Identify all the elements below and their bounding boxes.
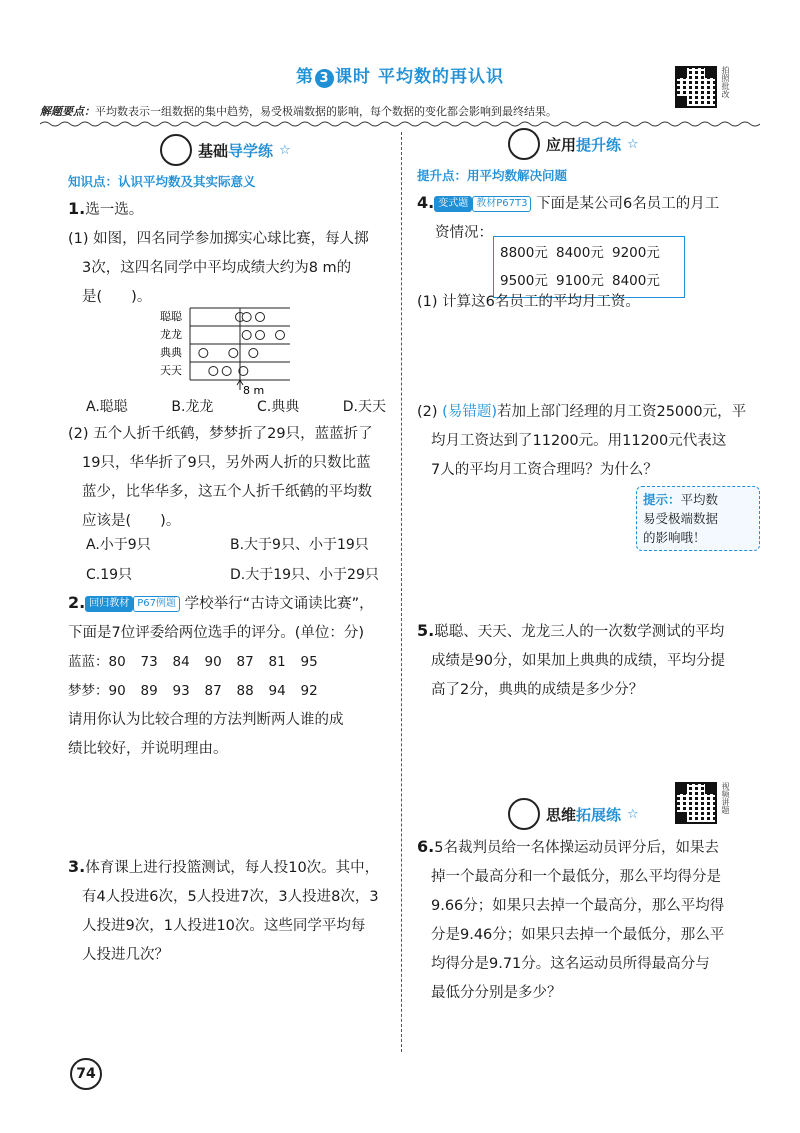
q1-part1-line: 是( )。 [82,289,152,305]
hint-line: 平均数 [680,492,719,507]
throw-point [199,349,208,358]
star-icon: ☆ [627,806,639,822]
q5-line: 成绩是90分，如果加上典典的成绩，平均分提 [431,653,725,669]
tip-line [40,103,760,119]
lesson-number-badge: 3 [315,69,334,88]
q4-part2: (2) (易错题)若加上部门经理的月工资25000元，平 均月工资达到了11200元。用11200元代表这 7人的平均月工资合理吗？为什么？ [417,398,762,485]
category-label: 龙龙 [160,328,182,341]
score-value: 84 [172,654,190,670]
tip-label: 解题要点： [40,105,95,118]
score-value: 87 [236,654,254,670]
q3-line: 体育课上进行投篮测试，每人投10次。其中， [85,860,380,876]
option-c[interactable]: C.19只 [86,567,133,583]
score-value: 73 [140,654,158,670]
score-value: 90 [108,683,126,699]
salary-value: 8800元 [500,245,548,261]
q2-tag-sub: P67例题 [133,596,180,612]
mascot-icon [508,128,540,160]
mascot-icon [508,798,540,830]
score-value: 94 [268,683,286,699]
q3-line: 有4人投进6次，5人投进7次，3人投进8次，3 [82,889,379,905]
mascot-icon [160,134,192,166]
question-5 [417,616,762,705]
q1-part2-line: (2) 五个人折千纸鹤，梦梦折了29只，蓝蓝折了 [68,426,373,442]
score-value: 90 [204,654,222,670]
throw-point [242,331,251,340]
section-basic [160,134,291,166]
score-value: 92 [300,683,318,699]
hint-line: 的影响哦！ [643,530,706,545]
section-title-b: 拓展练 [576,805,622,824]
q3-line: 人投进几次？ [82,947,169,963]
q4-part2-line: 若加上部门经理的月工资25000元，平 [496,404,747,420]
section-thinking [508,798,639,830]
q1-part1-line: 3次，这四名同学中平均成绩大约为8 m的 [82,260,352,276]
throw-point [249,349,258,358]
throw-point [229,349,238,358]
hint-box [636,486,760,551]
qr-label-bottom: 视频讲题 [721,782,730,814]
q2-tag: 回归教材 [85,596,133,612]
page-number: 74 [70,1058,102,1090]
q1-part1-line: (1) 如图，四名同学参加掷实心球比赛，每人掷 [68,231,369,247]
q4-part1: (1) 计算这6名员工的平均月工资。 [417,294,640,310]
q4-part2-line: 7人的平均月工资合理吗？为什么？ [431,462,658,478]
score-value: 80 [108,654,126,670]
score-value: 89 [140,683,158,699]
lanlan-label: 蓝蓝： [68,654,109,670]
q3-number: 3. [68,857,86,876]
option-c[interactable]: C.典典 [256,399,300,415]
score-value: 95 [300,654,318,670]
salary-value: 9500元 [500,273,548,289]
q6-line: 掉一个最高分和一个最低分，那么平均得分是 [431,869,721,885]
throw-point [209,367,218,376]
score-value: 93 [172,683,190,699]
q1-number: 1. [68,199,86,218]
q1-part2-line: 蓝少，比华华多，这五个人折千纸鹤的平均数 [82,484,372,500]
throw-point [242,313,251,322]
salary-value: 8400元 [556,245,604,261]
star-icon: ☆ [627,136,639,152]
qr-code-icon[interactable] [675,66,717,108]
salary-value: 8400元 [612,273,660,289]
q4-part2-line: 均月工资达到了11200元。用11200元代表这 [431,433,727,449]
hint-line: 易受极端数据 [643,511,719,526]
salary-value: 9200元 [612,245,660,261]
question-1 [68,194,388,312]
q1-part2-options [86,530,386,590]
option-d[interactable]: D.大于19只、小于29只 [230,567,379,583]
q1-text: 选一选。 [85,202,144,218]
q5-line: 聪聪、天天、龙龙三人的一次数学测试的平均 [434,624,725,640]
reference-label: 8 m [243,384,265,394]
q5-line: 高了2分，典典的成绩是多少分？ [431,682,644,698]
section-title-a: 思维 [546,805,577,824]
section-title-a: 基础 [198,141,229,160]
q2-ask-line: 绩比较好，并说明理由。 [68,741,228,757]
q6-line: 均得分是9.71分。这名运动员所得最高分与 [431,956,710,972]
knowledge-point: 知识点：认识平均数及其实际意义 [68,174,256,189]
q2-ask-line: 请用你认为比较合理的方法判断两人谁的成 [68,712,344,728]
category-label: 聪聪 [160,310,182,323]
wavy-divider [40,120,760,128]
title-text: 课时 平均数的再认识 [335,67,504,87]
lanlan-scores [68,648,388,677]
hint-label: 提示： [643,492,681,507]
option-d[interactable]: D.天天 [342,399,386,415]
option-a[interactable]: A.小于9只 [86,537,151,553]
title-prefix: 第 [296,67,315,87]
section-title-a: 应用 [546,135,577,154]
qr-label-top: 拍照批改 [721,66,730,98]
salary-value: 9100元 [556,273,604,289]
section-apply [508,128,639,160]
knowledge-point: 提升点：用平均数解决问题 [417,168,568,183]
qr-code-icon[interactable] [675,782,717,824]
q2-number: 2. [68,593,86,612]
q6-number: 6. [417,837,435,856]
mengmeng-scores [68,677,388,706]
q2-line: 学校举行“古诗文诵读比赛”， [184,596,374,612]
throw-point [222,367,231,376]
q4-number: 4. [417,193,435,212]
category-label: 典典 [160,346,182,359]
q4-tag: 变式题 [434,196,472,212]
option-b[interactable]: B.大于9只、小于19只 [230,537,369,553]
category-label: 天天 [160,364,182,377]
q6-line: 9.66分；如果只去掉一个最高分，那么平均得 [431,898,725,914]
section-title-b: 提升练 [576,135,622,154]
q1-part2-line: 19只，华华折了9只，另外两人折的只数比蓝 [82,455,371,471]
q5-number: 5. [417,621,435,640]
column-divider [401,132,402,1052]
error-prone-tag: (易错题) [442,404,497,420]
q2-line: 下面是7位评委给两位选手的评分。(单位：分) [68,625,365,641]
q4-line: 资情况： [435,225,493,241]
section-title-b: 导学练 [228,141,274,160]
q1-part2-line: 应该是( )。 [82,513,181,529]
throw-point [256,313,265,322]
q4-tag-sub: 教材P67T3 [472,196,531,212]
score-value: 88 [236,683,254,699]
question-6 [417,832,762,1008]
score-value: 87 [204,683,222,699]
star-icon: ☆ [279,142,291,158]
q3-line: 人投进9次，1人投进10次。这些同学平均每 [82,918,366,934]
throw-point [276,331,285,340]
mengmeng-label: 梦梦： [68,683,109,699]
question-2 [68,588,388,764]
throw-chart [150,302,300,394]
throw-point [256,331,265,340]
question-3 [68,852,388,970]
q1-part1-options [86,396,386,416]
option-a[interactable]: A.聪聪 [86,399,128,415]
tip-text: 平均数表示一组数据的集中趋势，易受极端数据的影响，每个数据的变化都会影响到最终结果。 [95,105,557,118]
score-value: 81 [268,654,286,670]
question-1-part-2 [68,420,388,536]
q6-line: 5名裁判员给一名体操运动员评分后，如果去 [434,840,719,856]
option-b[interactable]: B.龙龙 [171,399,214,415]
q6-line: 最低分分别是多少？ [431,985,562,1001]
q6-line: 分是9.46分；如果只去掉一个最低分，那么平 [431,927,725,943]
q4-line: 下面是某公司6名员工的月工 [536,196,720,212]
